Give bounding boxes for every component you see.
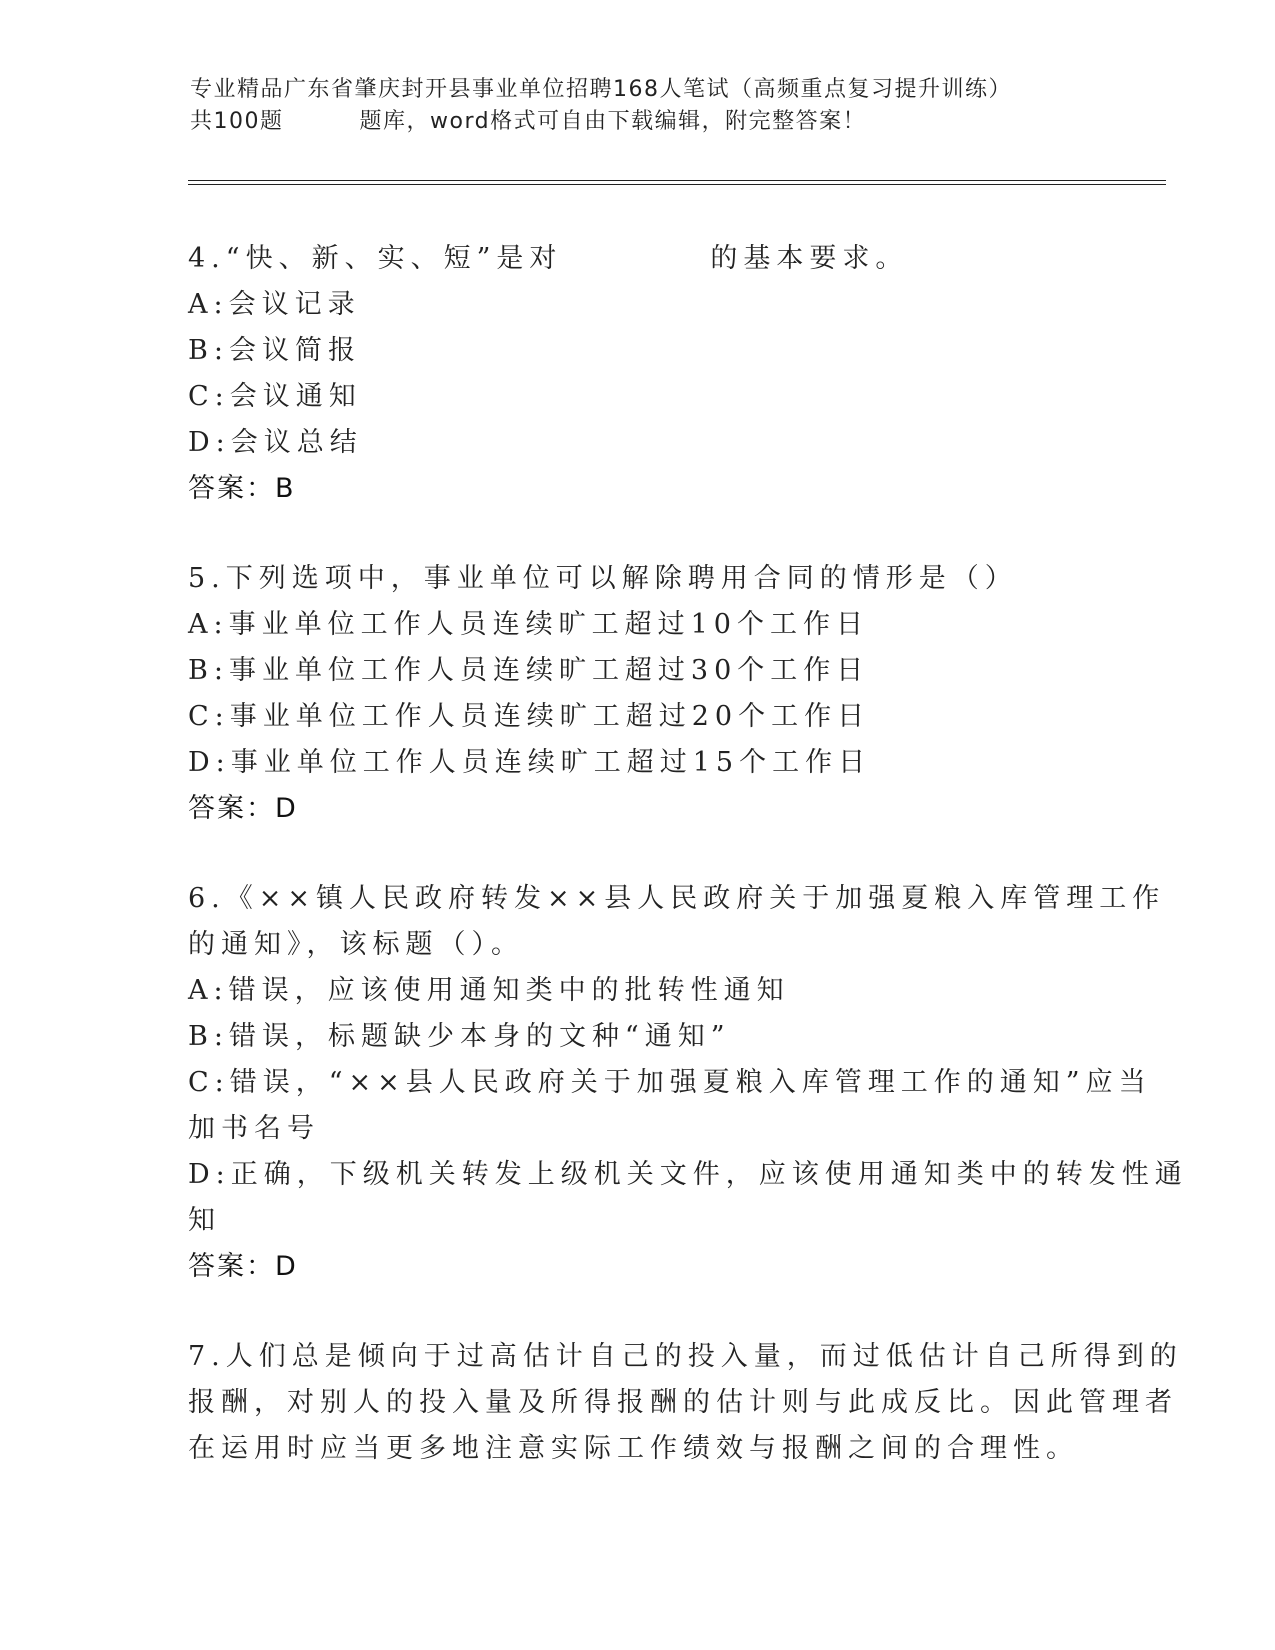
option-a: A:错误，应该使用通知类中的批转性通知 xyxy=(188,975,790,1006)
option-c-line-2: 加书名号 xyxy=(188,1113,320,1144)
option-b: B:事业单位工作人员连续旷工超过30个工作日 xyxy=(188,655,870,686)
answer-line: 答案：B xyxy=(188,473,296,504)
option-a: A:会议记录 xyxy=(188,289,361,320)
header-title-line: 专业精品广东省肇庆封开县事业单位招聘168人笔试（高频重点复习提升训练） xyxy=(190,77,1012,102)
option-d-line-2: 知 xyxy=(188,1205,221,1236)
header-question-count: 共100题 xyxy=(190,109,284,134)
question-6 xyxy=(188,876,1188,1290)
option-c: C:事业单位工作人员连续旷工超过20个工作日 xyxy=(188,701,871,732)
option-b: B:错误，标题缺少本身的文种“通知” xyxy=(188,1021,731,1052)
question-stem: 5.下列选项中，事业单位可以解除聘用合同的情形是（） xyxy=(188,563,1018,594)
question-list xyxy=(188,236,1188,1516)
header-description: 题库，word格式可自由下载编辑，附完整答案！ xyxy=(359,109,867,134)
document-header xyxy=(190,74,1090,138)
question-stem-line-1: 7.人们总是倾向于过高估计自己的投入量，而过低估计自己所得到的 xyxy=(188,1341,1183,1372)
question-5 xyxy=(188,556,1088,832)
question-stem xyxy=(188,236,1088,282)
header-divider-top xyxy=(188,180,1166,181)
answer-line: 答案：D xyxy=(188,1251,298,1282)
question-stem-part-2: 的基本要求。 xyxy=(710,243,909,274)
header-subtitle-line xyxy=(190,106,1090,138)
option-d-line-1: D:正确，下级机关转发上级机关文件，应该使用通知类中的转发性通 xyxy=(188,1159,1188,1190)
option-c: C:会议通知 xyxy=(188,381,362,412)
question-stem-line-2: 的通知》，该标题（）。 xyxy=(188,929,524,960)
answer-line: 答案：D xyxy=(188,793,298,824)
header-divider-bottom xyxy=(188,184,1166,185)
question-4 xyxy=(188,236,1088,512)
option-d: D:会议总结 xyxy=(188,427,363,458)
question-stem-part-1: 4.“快、新、实、短”是对 xyxy=(188,243,563,274)
option-d: D:事业单位工作人员连续旷工超过15个工作日 xyxy=(188,747,872,778)
question-7 xyxy=(188,1334,1183,1472)
question-stem-line-1: 6.《××镇人民政府转发××县人民政府关于加强夏粮入库管理工作 xyxy=(188,883,1166,914)
question-stem-line-2: 报酬，对别人的投入量及所得报酬的估计则与此成反比。因此管理者 xyxy=(188,1387,1178,1418)
option-c-line-1: C:错误，“××县人民政府关于加强夏粮入库管理工作的通知”应当 xyxy=(188,1067,1152,1098)
option-a: A:事业单位工作人员连续旷工超过10个工作日 xyxy=(188,609,869,640)
question-stem-line-3: 在运用时应当更多地注意实际工作绩效与报酬之间的合理性。 xyxy=(188,1433,1079,1464)
option-b: B:会议简报 xyxy=(188,335,361,366)
